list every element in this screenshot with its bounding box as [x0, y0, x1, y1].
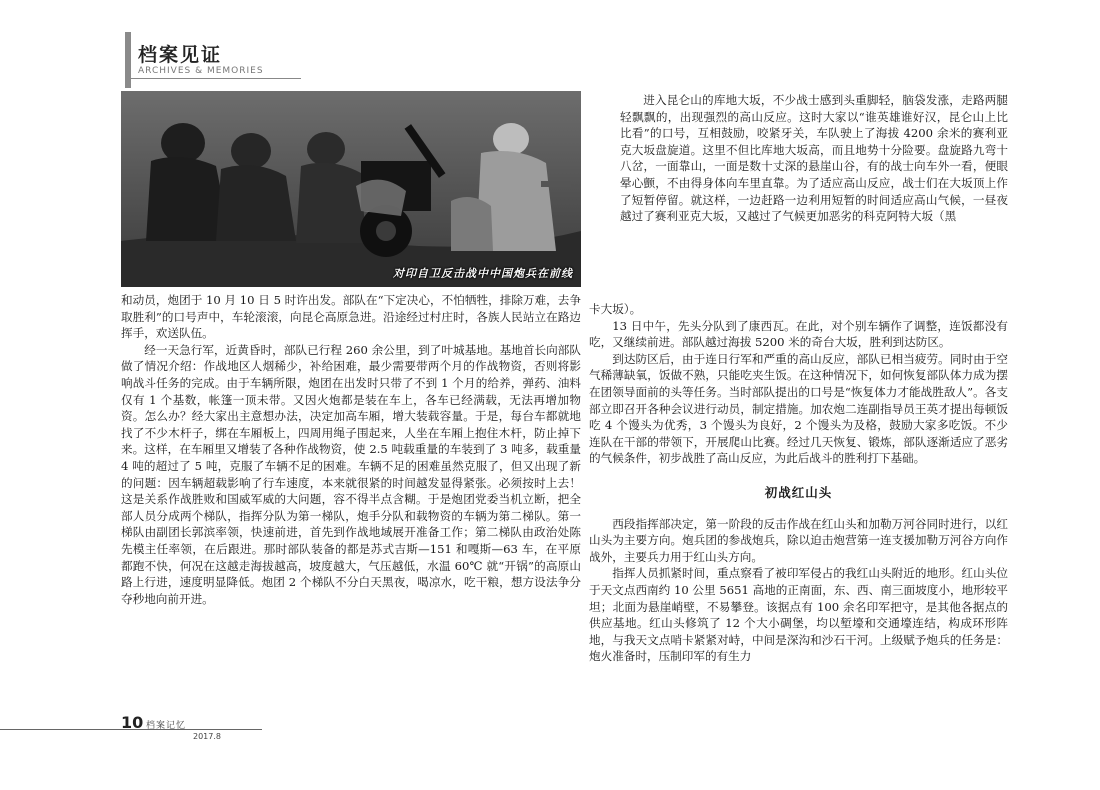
header-rule: [131, 78, 301, 79]
paragraph-continuation: 卡大坂）。: [589, 302, 642, 316]
column-subtitle: ARCHIVES & MEMORIES: [138, 66, 264, 76]
right-text-column: [589, 301, 1008, 665]
photo-illustration: [121, 91, 581, 287]
paragraph: 到达防区后，由于连日行军和严重的高山反应，部队已相当疲劳。同时由于空气稀薄缺氧，饭做不熟，只能吃夹生饭。在这种情况下，如何恢复部队体力成为摆在团领导面前的头等任务。当时部队提出的口号是“恢复体力才能战胜敌人”。各支部立即召开各种会议进行动员，制定措施。加农炮二连副指导员王英才提出每顿饭吃 4 个馒头为优秀，3 个馒头为良好，2 个馒头为及格，鼓励大家多吃饭。不少连队在干部的带领下，开展爬山比赛。经过几天恢复、锻炼，部队逐渐适应了恶劣的气候条件，初步战胜了高山反应，为此后战斗的胜利打下基础。: [589, 351, 1008, 466]
paragraph: 进入昆仑山的库地大坂，不少战士感到头重脚轻，脑袋发涨，走路两腿轻飘飘的，出现强烈的高山反应。这时大家以“谁英雄谁好汉，昆仑山上比比看”的口号，互相鼓励，咬紧牙关，车队驶上了海拔 4200 余米的赛利亚克大坂盘旋道。这里不但比库地大坂高，而且地势十分险要。盘旋路九弯十八岔，一面靠山，一面是数十丈深的悬崖山谷，有的战士向车外一看，便眼晕心颤，不由得身体向车里直靠。为了适应高山反应，战士们在大坂顶上作了短暂停留。就这样，一边赶路一边利用短暂的时间适应高山气候，一昼夜越过了赛利亚克大坂，又越过了气候更加恶劣的科克阿特大坂（黑: [620, 93, 1008, 224]
paragraph: 指挥人员抓紧时间，重点察看了被印军侵占的我红山头附近的地形。红山头位于天文点西南约 10 公里 5651 高地的正南面，东、西、南三面坡度小，地形较平坦；北面为悬崖峭壁，不易攀登。该据点有 100 余名印军把守，是其他各据点的供应基地。红山头修筑了 12 个大小碉堡，均以堑壕和交通壕连结，构成环形阵地，与我天文点哨卡紧紧对峙，中间是深沟和沙石干河。上级赋予炮兵的任务是：炮火准备时，压制印军的有生力: [589, 566, 1008, 664]
left-text-column: [121, 292, 581, 607]
right-top-text-column: [620, 92, 1008, 225]
photo-caption: 对印自卫反击战中中国炮兵在前线: [393, 267, 573, 280]
paragraph: 13 日中午，先头分队到了康西瓦。在此，对个别车辆作了调整，连饭都没有吃，又继续前进。部队越过海拔 5200 米的奇台大坂，胜利到达防区。: [589, 318, 1008, 350]
page-number: 10: [121, 713, 144, 732]
paragraph: 和动员，炮团于 10 月 10 日 5 时许出发。部队在“下定决心，不怕牺牲，排除万难，去争取胜利”的口号声中，车轮滚滚，向昆仑高原急进。沿途经过村庄时，各族人民站立在路边挥手，欢送队伍。: [121, 293, 581, 341]
section-heading: 初战红山头: [764, 484, 833, 500]
paragraph: 西段指挥部决定，第一阶段的反击作战在红山头和加勒万河谷同时进行，以红山头为主要方向。炮兵团的参战炮兵，除以迫击炮营第一连支援加勒万河谷方向作战外，主要兵力用于红山头方向。: [589, 516, 1008, 564]
header-accent-bar: [125, 32, 131, 88]
column-title: 档案见证: [138, 44, 223, 66]
footer-issue-date: 2017.8: [193, 732, 221, 741]
footer-magazine-name: 档案记忆: [146, 721, 187, 731]
footer-rule: [0, 729, 262, 730]
paragraph: 经一天急行军，近黄昏时，部队已行程 260 余公里，到了叶城基地。基地首长向部队做了情况介绍：作战地区人烟稀少，补给困难，最少需要带两个月的作战物资，否则将影响战斗任务的完成。由于车辆所限，炮团在出发时只带了不到 1 个月的给养，弹药、油料仅有 1 个基数，帐篷一顶未带。又因火炮都是装在车上，各车已经满载，无法再增加物资。怎么办？经大家出主意想办法，决定加高车厢，增大装载容量。于是，每台车都就地找了不少木杆子，绑在车厢板上，四周用绳子围起来，人坐在车厢上抱住木杆，防止掉下来。这样，在车厢里又增装了各种作战物资，使 2.5 吨载重量的车装到了 3 吨多，载重量 4 吨的超过了 5 吨，克服了车辆不足的困难。车辆不足的困难虽然克服了，但又出现了新的问题：因车辆超载影响了行车速度，本来就很紧的时间越发显得紧张。必须按时上去！这是关系作战胜败和国威军威的大问题，容不得半点含糊。于是炮团党委当机立断，把全部人员分成两个梯队，指挥分队为第一梯队，炮手分队和载物资的车辆为第二梯队。第一梯队由副团长郭滨率领，快速前进，首先到作战地域展开准备工作；第二梯队由政治处陈先模主任率领，在后跟进。那时部队装备的都是苏式吉斯—151 和嘎斯—63 车，在平原都跑不快，何况在这越走海拔越高，坡度越大，气压越低，水温 60℃ 就“开锅”的高原山路上行进，速度明显降低。炮团 2 个梯队不分白天黑夜，喝凉水，吃干粮，想方设法争分夺秒地向前开进。: [121, 342, 581, 606]
historical-photo: [121, 91, 581, 287]
